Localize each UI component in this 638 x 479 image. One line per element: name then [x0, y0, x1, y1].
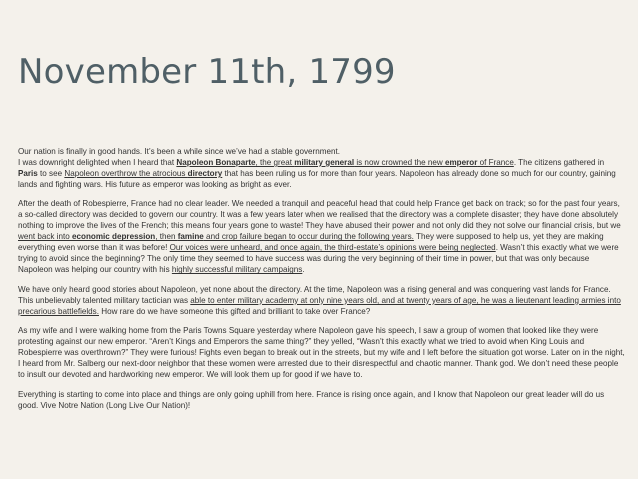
body-paragraph: [18, 389, 626, 411]
text-run: economic depression: [72, 232, 156, 242]
text-run: emperor: [444, 158, 478, 167]
text-run: to see: [37, 169, 65, 178]
body-paragraph: [18, 198, 626, 275]
text-run: highly successful military campaigns: [171, 265, 303, 275]
text-run: military general: [294, 158, 355, 167]
text-run: Paris: [18, 169, 38, 178]
text-run: went back into: [18, 232, 72, 242]
text-run: is now crowned the new: [354, 158, 445, 167]
text-run: that has been ruling us for more than four years. Napoleon has already done so much for our country, gaining lands and fighting wars. His future as emperor was looking as bright as ever.: [18, 169, 616, 189]
body-paragraph: [18, 284, 626, 317]
text-run: After the death of Robespierre, France had no clear leader. We needed a tranquil and peaceful head that could help France get back on track; so for the past four years, a so-called directory was decided to govern our country. It was a few years later when we realised that the directory was a complete disaster; they have done absolutely nothing to improve the lives of the French; this means four years gone to waste! They have abused their power and not only did they not solve our financial crisis, but we: [18, 199, 621, 231]
text-run: directory: [187, 169, 223, 178]
text-run: Everything is starting to come into place and things are only going uphill from here. France is rising once again, and I know that Napoleon our great leader will do us good. Vive Notre Nation (Long Live Our Nation)!: [18, 389, 605, 410]
text-run: Our voices were unheard, and once again, the third-estate’s opinions were being neglected: [169, 243, 496, 253]
body-paragraph: [18, 146, 626, 190]
text-run: Napoleon Bonaparte: [176, 158, 256, 167]
text-run: As my wife and I were walking home from the Paris Towns Square yesterday where Napoleon gave his speech, I saw a group of women that looked like they were protesting against our new emperor. “Aren’t Kings and Emperors the same thing?” they yelled, “Wasn’t this exactly what we tried to avoid when King Louis and Robespierre was overthrown?” They were furious! Fights even began to break out in the streets, but my wife and I left before the situation got worse. Later on in the night, I heard from Mr. Salberg our next-door neighbor that these women were arrested due to their disrespectful and chaotic manner. Thank god. We don’t need these people to insult our devoted and hardworking new emperor. We will look them up for good if we have to.: [18, 326, 625, 380]
text-run: , then: [155, 232, 178, 242]
body-paragraph: [18, 325, 626, 380]
text-run: France: [488, 158, 514, 167]
text-run: . Wasn’t this exactly what we were trying to avoid since the beginning? The only time they seemed to have success was during the very beginning of their time in power, but that was only because Napoleon was helping our country with his: [18, 243, 619, 275]
text-run: of: [477, 158, 489, 167]
text-run: Our nation is finally in good hands. It’s been a while since we’ve had a stable government.: [18, 147, 340, 156]
text-run: Napoleon overthrow the atrocious: [64, 169, 188, 178]
text-run: How rare do we have someone this gifted and brilliant to take over France?: [98, 306, 371, 316]
text-run: and crop failure began to occur during the following years.: [203, 232, 414, 242]
slide-body: [18, 146, 626, 419]
text-run: We have only heard good stories about Napoleon, yet none about the directory. At the time, Napoleon was a rising general and was conquering vast lands for France. This unbelievably talented military tactician was: [18, 284, 611, 305]
text-run: , the great: [255, 158, 295, 167]
text-run: famine: [177, 232, 204, 242]
text-run: able to enter military academy at only nine years old, and at twenty years of age, he was a lieutenant leading armies into precarious battlefields.: [18, 295, 621, 316]
slide-title: November 11th, 1799: [18, 52, 396, 92]
text-run: They were supposed to help us, yet they are making everything even worse than it was before!: [18, 232, 604, 253]
text-run: .: [302, 265, 305, 275]
text-run: I was downright delighted when I heard that: [18, 158, 177, 167]
text-run: . The citizens gathered in: [513, 158, 605, 167]
